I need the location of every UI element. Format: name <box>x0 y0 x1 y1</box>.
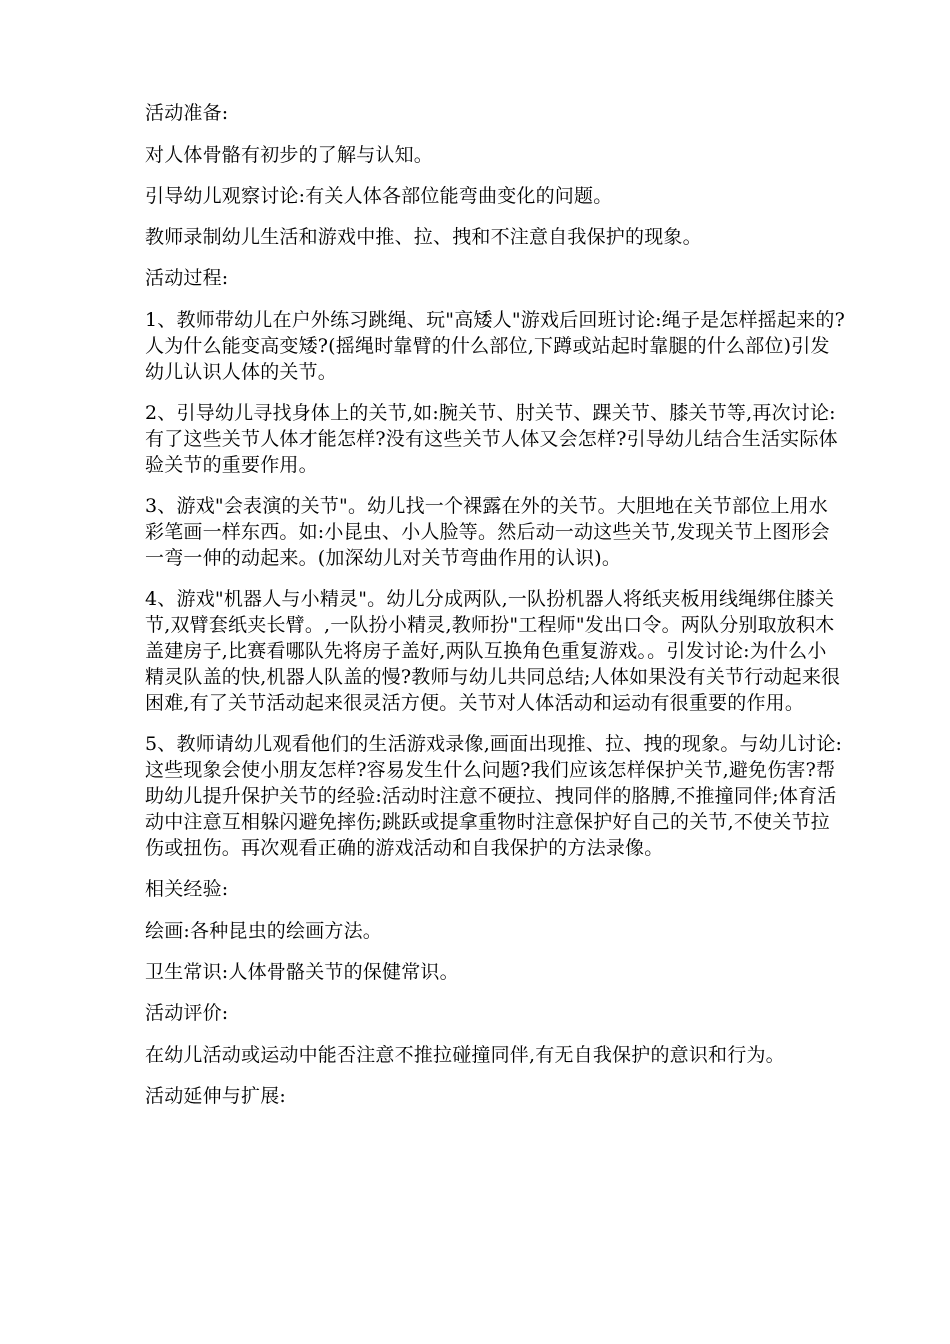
section-heading-evaluation: 活动评价: <box>145 1002 229 1024</box>
section-heading-experience: 相关经验: <box>145 878 229 900</box>
process-step-2: 2、引导幼儿寻找身体上的关节,如:腕关节、肘关节、踝关节、膝关节等,再次讨论:有了这些关节人体才能怎样?没有这些关节人体又会怎样?引导幼儿结合生活实际体验关节的重要作用。 <box>145 402 838 476</box>
process-step-1: 1、教师带幼儿在户外练习跳绳、玩"高矮人"游戏后回班讨论:绳子是怎样摇起来的?人为什么能变高变矮?(摇绳时靠臂的什么部位,下蹲或站起时靠腿的什么部位)引发幼儿认识人体的关节。 <box>145 309 845 383</box>
paragraph: 绘画:各种昆虫的绘画方法。 <box>145 920 383 942</box>
paragraph: 对人体骨骼有初步的了解与认知。 <box>145 144 434 166</box>
process-step-3: 3、游戏"会表演的关节"。幼儿找一个裸露在外的关节。大胆地在关节部位上用水彩笔画一样东西。如:小昆虫、小人脸等。然后动一动这些关节,发现关节上图形会一弯一伸的动起来。(加深幼儿对关节弯曲作用的认识)。 <box>145 495 830 569</box>
paragraph: 引导幼儿观察讨论:有关人体各部位能弯曲变化的问题。 <box>145 185 613 207</box>
section-heading-process: 活动过程: <box>145 267 229 289</box>
paragraph: 在幼儿活动或运动中能否注意不推拉碰撞同伴,有无自我保护的意识和行为。 <box>145 1044 785 1066</box>
paragraph: 教师录制幼儿生活和游戏中推、拉、拽和不注意自我保护的现象。 <box>145 226 702 248</box>
document-body <box>145 100 845 1125</box>
process-step-5: 5、教师请幼儿观看他们的生活游戏录像,画面出现推、拉、拽的现象。与幼儿讨论:这些现象会使小朋友怎样?容易发生什么问题?我们应该怎样保护关节,避免伤害?帮助幼儿提升保护关节的经验:活动时注意不硬拉、拽同伴的胳膊,不推撞同伴;体育活动中注意互相躲闪避免摔伤;跳跃或提拿重物时注意保护好自己的关节,不使关节拉伤或扭伤。再次观看正确的游戏活动和自我保护的方法录像。 <box>145 733 843 859</box>
section-heading-preparation: 活动准备: <box>145 102 229 124</box>
process-step-4: 4、游戏"机器人与小精灵"。幼儿分成两队,一队扮机器人将纸夹板用线绳绑住膝关节,双臂套纸夹长臂。,一队扮小精灵,教师扮"工程师"发出口令。两队分别取放积木盖建房子,比赛看哪队先将房子盖好,两队互换角色重复游戏。。引发讨论:为什么小精灵队盖的快,机器人队盖的慢?教师与幼儿共同总结;人体如果没有关节行动起来很困难,有了关节活动起来很灵活方便。关节对人体活动和运动有很重要的作用。 <box>145 588 841 714</box>
paragraph: 卫生常识:人体骨骼关节的保健常识。 <box>145 961 459 983</box>
section-heading-extension: 活动延伸与扩展: <box>145 1085 287 1107</box>
